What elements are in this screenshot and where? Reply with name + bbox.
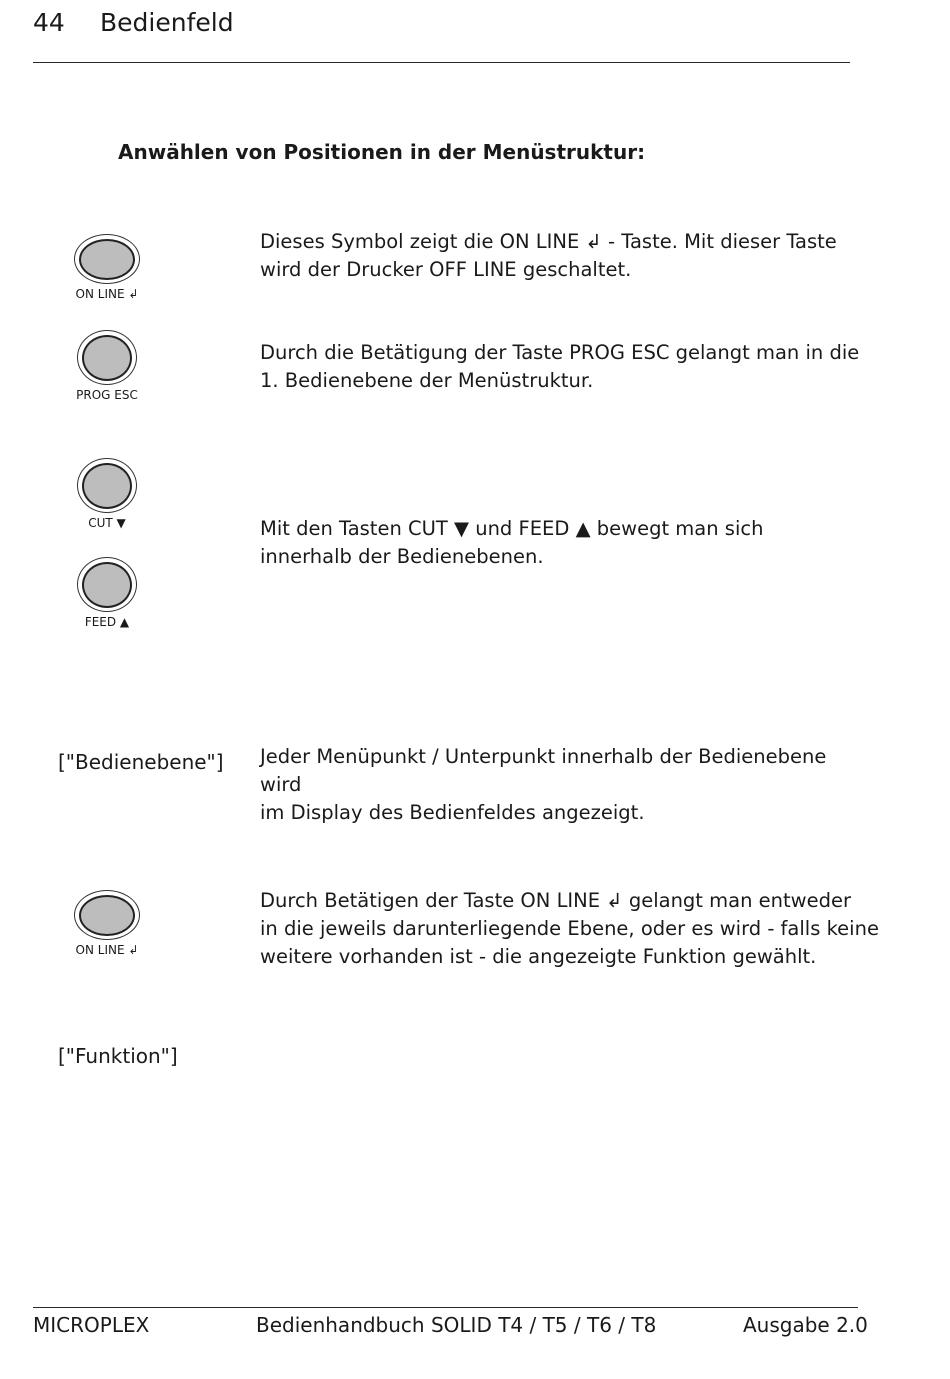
menu-description — [260, 743, 860, 827]
feed-button-label: FEED ▲ — [84, 615, 130, 629]
cut-button-shape — [77, 458, 137, 513]
cutfeed-line-2: innerhalb der Bedienebenen. — [260, 545, 544, 568]
online-line-2: wird der Drucker OFF LINE geschaltet. — [260, 258, 632, 281]
select-description — [260, 887, 880, 971]
cutfeed-line-1: Mit den Tasten CUT ▼ und FEED ▲ bewegt man sich — [260, 517, 764, 540]
progesc-line-1: Durch die Betätigung der Taste PROG ESC gelangt man in die — [260, 341, 860, 364]
online-button-2-shape — [74, 890, 140, 940]
online-description — [260, 228, 860, 284]
select-line-1: Durch Betätigen der Taste ON LINE ↲ gelangt man entweder — [260, 889, 851, 912]
progesc-button-label: PROG ESC — [76, 388, 138, 402]
page-title: Bedienfeld — [100, 8, 234, 37]
menu-line-1: Jeder Menüpunkt / Unterpunkt innerhalb der Bedienebene wird — [260, 745, 827, 796]
cut-button — [52, 458, 162, 530]
online-button-label: ON LINE ↲ — [75, 287, 139, 301]
online-line-1: Dieses Symbol zeigt die ON LINE ↲ - Taste. Mit dieser Taste — [260, 230, 837, 253]
progesc-button-shape — [77, 330, 137, 385]
progesc-description — [260, 339, 860, 395]
footer-rule — [33, 1307, 858, 1308]
section-heading: Anwählen von Positionen in der Menüstruktur: — [118, 140, 646, 164]
online-button-2-label: ON LINE ↲ — [75, 943, 139, 957]
cutfeed-description — [260, 515, 860, 571]
header-rule — [33, 62, 850, 63]
funktion-label: ["Funktion"] — [58, 1044, 178, 1068]
progesc-button — [52, 330, 162, 402]
feed-button-shape — [77, 557, 137, 612]
footer-publisher: MICROPLEX — [33, 1313, 150, 1337]
cut-button-label: CUT ▼ — [88, 516, 126, 530]
online-button-shape — [74, 234, 140, 284]
footer-manual-title: Bedienhandbuch SOLID T4 / T5 / T6 / T8 — [256, 1313, 657, 1337]
page-number: 44 — [33, 8, 65, 37]
online-button-2 — [52, 890, 162, 957]
footer-edition: Ausgabe 2.0 — [743, 1313, 868, 1337]
select-line-3: weitere vorhanden ist - die angezeigte Funktion gewählt. — [260, 945, 817, 968]
bedienebene-label: ["Bedienebene"] — [58, 750, 224, 774]
menu-line-2: im Display des Bedienfeldes angezeigt. — [260, 801, 645, 824]
feed-button — [52, 557, 162, 629]
select-line-2: in die jeweils darunterliegende Ebene, oder es wird - falls keine — [260, 917, 879, 940]
online-button-1 — [52, 234, 162, 301]
progesc-line-2: 1. Bedienebene der Menüstruktur. — [260, 369, 594, 392]
